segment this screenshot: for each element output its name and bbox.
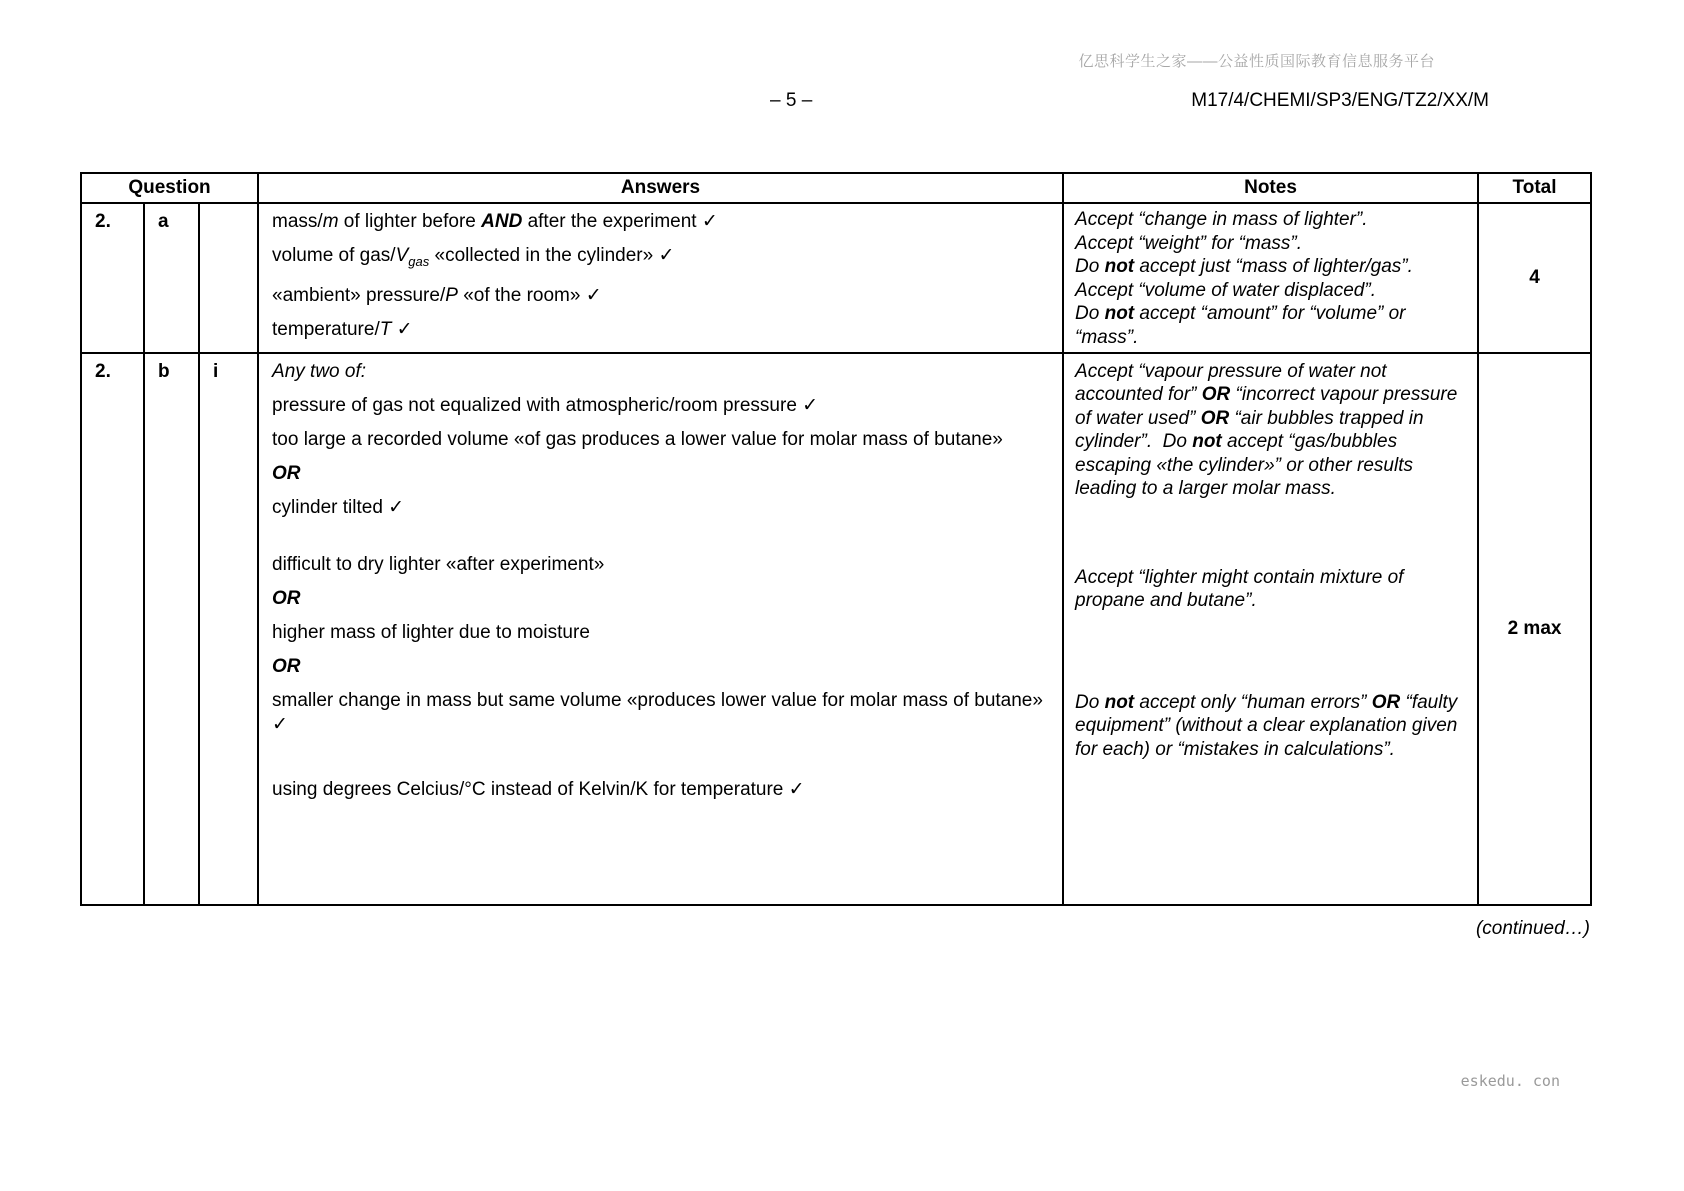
- site-footer: eskedu. con: [1460, 1072, 1560, 1090]
- question-subpart-cell: [199, 203, 258, 353]
- answer-line: [272, 778, 1050, 802]
- text-segment: Accept “weight” for “mass”.: [1075, 232, 1303, 254]
- text-segment: temperature/: [272, 318, 380, 340]
- text-segment: smaller change in mass but same volume «produces lower value for molar mass of butane» ✓: [272, 689, 1043, 735]
- text-segment: mass/: [272, 211, 323, 232]
- answer-line: [272, 428, 1050, 452]
- text-segment: using degrees Celcius/°C instead of Kelvin/K for temperature ✓: [272, 778, 805, 800]
- text-segment: after the experiment ✓: [522, 211, 718, 232]
- text-segment: volume of gas/: [272, 245, 396, 266]
- note-line: [1075, 279, 1461, 303]
- text-segment: Accept “volume of water displaced”.: [1075, 279, 1376, 301]
- text-segment: Accept “lighter might contain mixture of propane and butane”.: [1075, 566, 1404, 612]
- text-segment: not: [1192, 431, 1222, 453]
- note-line: [1075, 302, 1461, 349]
- answer-line: [272, 284, 1050, 308]
- table-row: [81, 203, 1591, 353]
- text-segment: OR: [1200, 407, 1230, 429]
- text-segment: “air bubbles trapped in cylinder”. Do: [1075, 407, 1424, 453]
- text-segment: Do: [1075, 691, 1105, 713]
- text-segment: OR: [1201, 384, 1231, 406]
- notes-cell: [1063, 203, 1478, 353]
- note-line: [1075, 232, 1461, 256]
- text-segment: Do: [1075, 303, 1105, 324]
- text-segment: T: [379, 318, 392, 340]
- text-segment: not: [1104, 691, 1135, 713]
- text-segment: Do: [1075, 256, 1105, 277]
- answers-cell: [258, 203, 1063, 353]
- question-part-cell: a: [144, 203, 199, 353]
- answer-line: [272, 360, 1050, 384]
- site-watermark: 亿思科学生之家——公益性质国际教育信息服务平台: [1078, 53, 1435, 70]
- note-block: [1075, 691, 1461, 762]
- note-block: [1075, 566, 1461, 613]
- text-segment: “faulty equipment” (without a clear explanation given for each) or “mistakes in calculations”.: [1075, 691, 1458, 760]
- notes-cell: [1063, 353, 1478, 905]
- text-segment: not: [1104, 303, 1135, 324]
- answer-line: [272, 496, 1050, 520]
- total-cell: 4: [1478, 203, 1591, 353]
- question-number-cell: 2.: [81, 353, 144, 905]
- note-block: [1075, 360, 1461, 501]
- text-segment: V: [395, 245, 409, 266]
- text-segment: «collected in the cylinder» ✓: [429, 245, 675, 266]
- text-segment: accept only “human errors”: [1134, 691, 1372, 713]
- answer-line: [272, 318, 1050, 342]
- answer-line: [272, 621, 1050, 645]
- text-segment: Accept “change in mass of lighter”.: [1075, 209, 1368, 230]
- text-segment: accept “gas/bubbles escaping «the cylinder»” or other results leading to a larger molar mass.: [1075, 431, 1413, 500]
- note-line: [1075, 208, 1461, 232]
- answer-line: [272, 462, 1050, 486]
- answers-cell: [258, 353, 1063, 905]
- text-segment: OR: [272, 655, 301, 677]
- continued-note: (continued…): [1475, 918, 1590, 939]
- mark-table-body: [81, 203, 1591, 905]
- text-segment: OR: [272, 462, 301, 484]
- answer-line: [272, 244, 1050, 274]
- answer-line: [272, 394, 1050, 418]
- table-row: [81, 353, 1591, 905]
- text-segment: of lighter before: [338, 211, 482, 232]
- text-segment: pressure of gas not equalized with atmospheric/room pressure ✓: [272, 394, 819, 416]
- question-number-cell: 2.: [81, 203, 144, 353]
- page-number: – 5 –: [770, 90, 813, 111]
- question-part-cell: b: [144, 353, 199, 905]
- text-segment: «ambient» pressure/: [272, 284, 446, 306]
- answer-line: [272, 210, 1050, 234]
- col-header-question: Question: [81, 173, 258, 203]
- text-segment: Accept “vapour pressure of water not accounted for”: [1075, 360, 1387, 406]
- text-segment: m: [322, 211, 339, 232]
- text-segment: “incorrect vapour pressure of water used”: [1075, 384, 1458, 429]
- question-subpart-cell: i: [199, 353, 258, 905]
- text-segment: accept “amount” for “volume” or “mass”.: [1075, 303, 1406, 348]
- text-segment: accept just “mass of lighter/gas”.: [1134, 256, 1413, 277]
- text-segment: OR: [272, 587, 301, 609]
- text-segment: Any two of:: [272, 360, 367, 382]
- answer-line: [272, 655, 1050, 679]
- note-line: [1075, 691, 1461, 762]
- answer-line: [272, 689, 1050, 737]
- text-segment: «of the room» ✓: [457, 284, 602, 306]
- total-cell: 2 max: [1478, 353, 1591, 905]
- answer-line: [272, 587, 1050, 611]
- note-block: [1075, 208, 1461, 349]
- text-segment: difficult to dry lighter «after experiment»: [272, 553, 605, 575]
- note-line: [1075, 360, 1461, 501]
- table-header-row: [81, 173, 1591, 203]
- text-segment: AND: [481, 211, 523, 232]
- mark-scheme-table: [80, 172, 1592, 906]
- text-segment: ✓: [391, 318, 413, 340]
- note-line: [1075, 566, 1461, 613]
- text-segment: P: [445, 284, 458, 306]
- col-header-notes: Notes: [1063, 173, 1478, 203]
- note-line: [1075, 255, 1461, 279]
- text-segment: gas: [408, 253, 430, 269]
- col-header-total: Total: [1478, 173, 1591, 203]
- text-segment: higher mass of lighter due to moisture: [272, 621, 590, 643]
- document-code: M17/4/CHEMI/SP3/ENG/TZ2/XX/M: [1191, 90, 1489, 111]
- text-segment: not: [1104, 256, 1135, 277]
- answer-line: [272, 553, 1050, 577]
- text-segment: too large a recorded volume «of gas produces a lower value for molar mass of butane»: [272, 428, 1003, 450]
- col-header-answers: Answers: [258, 173, 1063, 203]
- text-segment: cylinder tilted ✓: [272, 496, 405, 518]
- text-segment: OR: [1371, 691, 1401, 713]
